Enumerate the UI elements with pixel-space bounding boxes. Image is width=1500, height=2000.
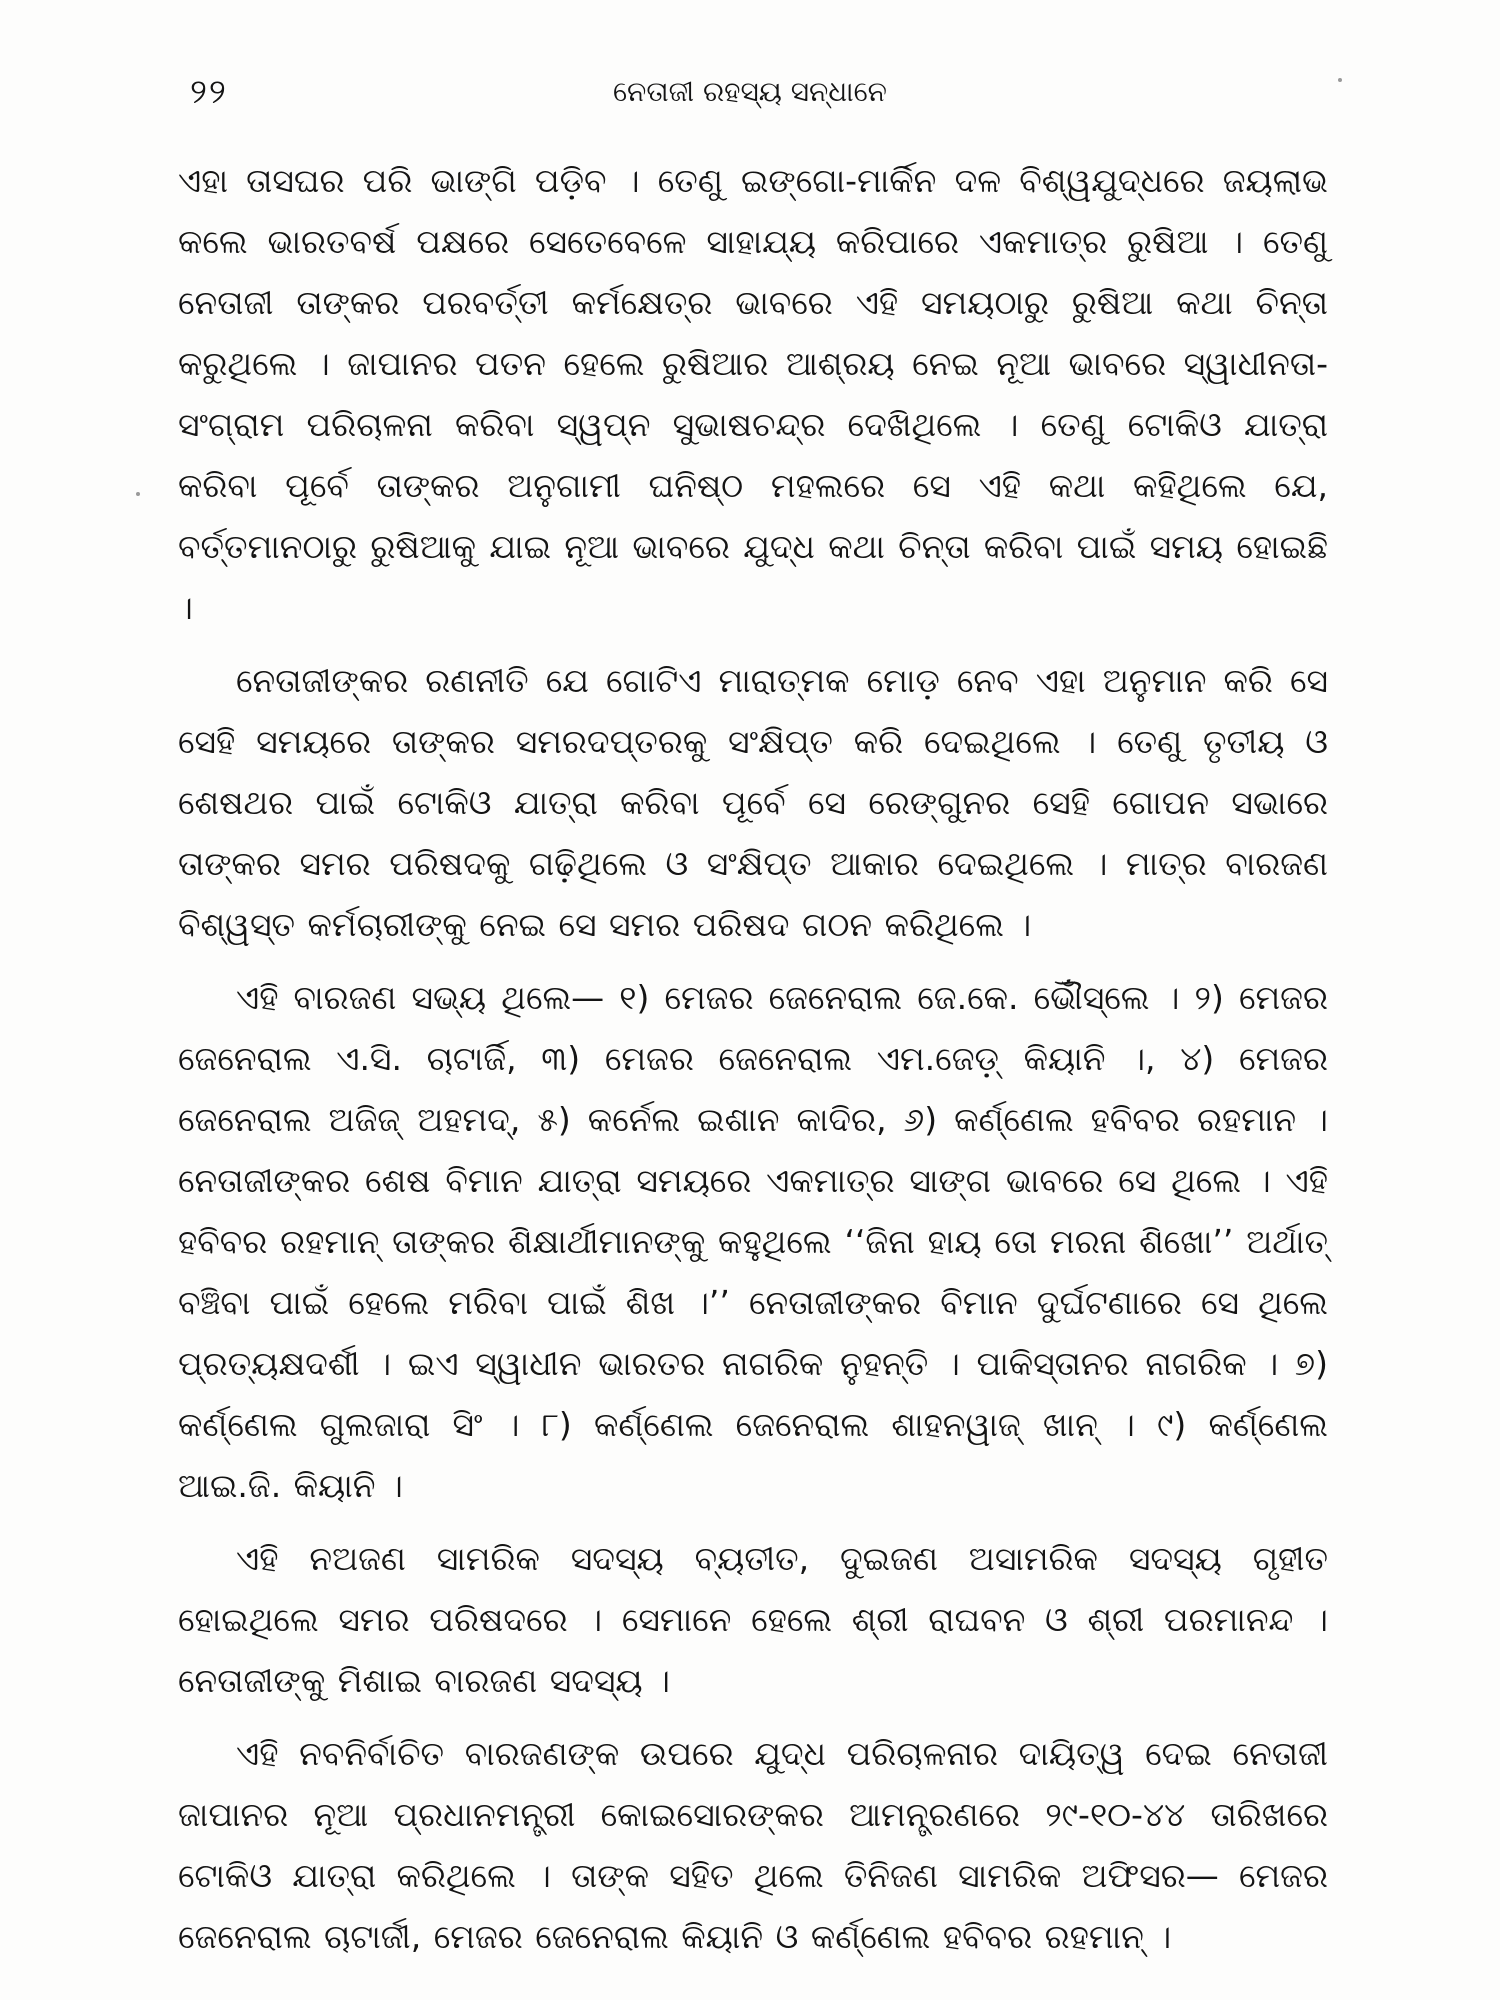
paper-speck [1338,78,1342,82]
body-text [178,150,1328,1979]
paragraph-5: ଏହି ନବନିର୍ବାଚିତ ବାରଜଣଙ୍କ ଉପରେ ଯୁଦ୍ଧ ପରିଚାଳନାର ଦାୟିତ୍ୱ ଦେଇ ନେତାଜୀ ଜାପାନର ନୂଆ ପ୍ରଧାନମନ୍ତ୍ରୀ କୋଇସୋରଙ୍କର ଆମନ୍ତ୍ରଣରେ ୨୯-୧୦-୪୪ ତାରିଖରେ ଟୋକିଓ ଯାତ୍ରା କରିଥିଲେ । ତାଙ୍କ ସହିତ ଥିଲେ ତିନିଜଣ ସାମରିକ ଅଫିସର— ମେଜର ଜେନେରାଲ ଚାଟାର୍ଜୀ, ମେଜର ଜେନେରାଲ କିୟାନି ଓ କର୍ଣ୍ଣେଲ ହବିବର ରହମାନ୍ । [178,1734,1328,1956]
paragraph-2: ନେତାଜୀଙ୍କର ରଣନୀତି ଯେ ଗୋଟିଏ ମାରାତ୍ମକ ମୋଡ଼ ନେବ ଏହା ଅନୁମାନ କରି ସେ ସେହି ସମୟରେ ତାଙ୍କର ସମରଦପ୍ତରକୁ ସଂକ୍ଷିପ୍ତ କରି ଦେଇଥିଲେ । ତେଣୁ ତୃତୀୟ ଓ ଶେଷଥର ପାଇଁ ଟୋକିଓ ଯାତ୍ରା କରିବା ପୂର୍ବେ ସେ ରେଙ୍ଗୁନର ସେହି ଗୋପନ ସଭାରେ ତାଙ୍କର ସମର ପରିଷଦକୁ ଗଢ଼ିଥିଲେ ଓ ସଂକ୍ଷିପ୍ତ ଆକାର ଦେଇଥିଲେ । ମାତ୍ର ବାରଜଣ ବିଶ୍ୱସ୍ତ କର୍ମଚାରୀଙ୍କୁ ନେଇ ସେ ସମର ପରିଷଦ ଗଠନ କରିଥିଲେ । [178,661,1328,944]
paragraph-3: ଏହି ବାରଜଣ ସଭ୍ୟ ଥିଲେ— ୧) ମେଜର ଜେନେରାଲ ଜେ.କେ. ଭୌଁସ୍‌ଲେ । ୨) ମେଜର ଜେନେରାଲ ଏ.ସି. ଚାଟାର୍ଜି, ୩) ମେଜର ଜେନେରାଲ ଏମ.ଜେଡ଼୍ କିୟାନି ।, ୪) ମେଜର ଜେନେରାଲ ଅଜିଜ୍ ଅହମଦ୍, ୫) କର୍ନେଲ ଇଶାନ କାଦିର, ୬) କର୍ଣ୍ଣେଲ ହବିବର ରହମାନ । ନେତାଜୀଙ୍କର ଶେଷ ବିମାନ ଯାତ୍ରା ସମୟରେ ଏକମାତ୍ର ସାଙ୍ଗ ଭାବରେ ସେ ଥିଲେ । ଏହି ହବିବର ରହମାନ୍ ତାଙ୍କର ଶିକ୍ଷାର୍ଥୀମାନଙ୍କୁ କହୁଥିଲେ ‘‘ଜିନା ହାୟ ତୋ ମରନା ଶିଖୋ’’ ଅର୍ଥାତ୍ ବଞ୍ଚିବା ପାଇଁ ହେଲେ ମରିବା ପାଇଁ ଶିଖ ।’’ ନେତାଜୀଙ୍କର ବିମାନ ଦୁର୍ଘଟଣାରେ ସେ ଥିଲେ ପ୍ରତ୍ୟକ୍ଷଦର୍ଶୀ । ଇଏ ସ୍ୱାଧୀନ ଭାରତର ନାଗରିକ ନୁହନ୍ତି । ପାକିସ୍ତାନର ନାଗରିକ । ୭) କର୍ଣ୍ଣେଲ ଗୁଲଜାରା ସିଂ । ୮) କର୍ଣ୍ଣେଲ ଜେନେରାଲ ଶାହନୱାଜ୍ ଖାନ୍ । ୯) କର୍ଣ୍ଣେଲ ଆଇ.ଜି. କିୟାନି । [178,978,1328,1505]
paragraph-4: ଏହି ନଅଜଣ ସାମରିକ ସଦସ୍ୟ ବ୍ୟତୀତ, ଦୁଇଜଣ ଅସାମରିକ ସଦସ୍ୟ ଗୃହୀତ ହୋଇଥିଲେ ସମର ପରିଷଦରେ । ସେମାନେ ହେଲେ ଶ୍ରୀ ରାଘବନ ଓ ଶ୍ରୀ ପରମାନନ୍ଦ । ନେତାଜୀଙ୍କୁ ମିଶାଇ ବାରଜଣ ସଦସ୍ୟ । [178,1539,1328,1700]
paragraph-1: ଏହା ତାସଘର ପରି ଭାଙ୍ଗି ପଡ଼ିବ । ତେଣୁ ଇଙ୍ଗୋ-ମାର୍କିନ ଦଳ ବିଶ୍ୱଯୁଦ୍ଧରେ ଜୟଲାଭ କଲେ ଭାରତବର୍ଷ ପକ୍ଷରେ ସେତେବେଳେ ସାହାଯ୍ୟ କରିପାରେ ଏକମାତ୍ର ରୁଷିଆ । ତେଣୁ ନେତାଜୀ ତାଙ୍କର ପରବର୍ତ୍ତୀ କର୍ମକ୍ଷେତ୍ର ଭାବରେ ଏହି ସମୟଠାରୁ ରୁଷିଆ କଥା ଚିନ୍ତା କରୁଥିଲେ । ଜାପାନର ପତନ ହେଲେ ରୁଷିଆର ଆଶ୍ରୟ ନେଇ ନୂଆ ଭାବରେ ସ୍ୱାଧୀନତା-ସଂଗ୍ରାମ ପରିଚାଳନା କରିବା ସ୍ୱପ୍ନ ସୁଭାଷଚନ୍ଦ୍ର ଦେଖିଥିଲେ । ତେଣୁ ଟୋକିଓ ଯାତ୍ରା କରିବା ପୂର୍ବେ ତାଙ୍କର ଅନୁଗାମୀ ଘନିଷ୍ଠ ମହଲରେ ସେ ଏହି କଥା କହିଥିଲେ ଯେ, ବର୍ତ୍ତମାନଠାରୁ ରୁଷିଆକୁ ଯାଇ ନୂଆ ଭାବରେ ଯୁଦ୍ଧ କଥା ଚିନ୍ତା କରିବା ପାଇଁ ସମୟ ହୋଇଛି । [178,161,1328,627]
page-number: ୨୨ [190,72,228,112]
page-header [190,62,1310,122]
paper-speck [136,492,140,496]
running-title: ନେତାଜୀ ରହସ୍ୟ ସନ୍ଧାନେ [613,75,887,108]
